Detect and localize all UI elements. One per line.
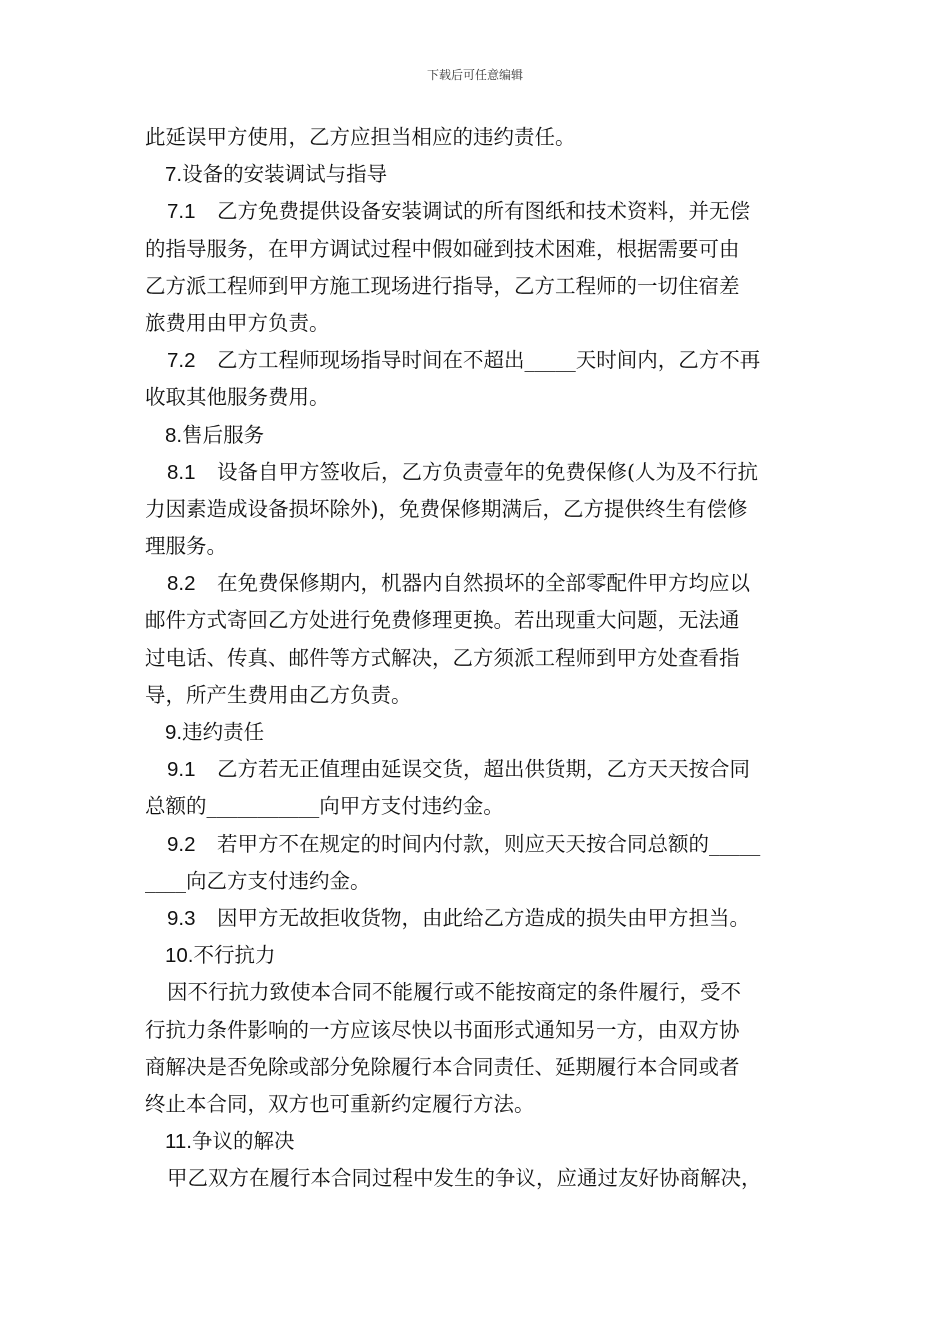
text-line [145, 1012, 815, 1049]
section-heading [145, 156, 815, 193]
text-line [145, 119, 815, 156]
text-line [145, 268, 815, 305]
section-title: 设备的安装调试与指导 [182, 162, 388, 187]
clause-text: 在免费保修期内，机器内自然损坏的全部零配件甲方均应以 [217, 571, 750, 596]
text-line [145, 305, 815, 342]
clause-number: 9.3 [167, 906, 196, 930]
line-text: 的指导服务，在甲方调试过程中假如碰到技术困难，根据需要可由 [145, 236, 740, 261]
line-text: 终止本合同，双方也可重新约定履行方法。 [145, 1091, 535, 1116]
paragraph-first-line [145, 974, 815, 1011]
line-text: 理服务。 [145, 534, 227, 559]
document-body [145, 119, 815, 1197]
section-title: 不行抗力 [193, 943, 276, 968]
text-line [145, 379, 815, 416]
clause-line [145, 565, 815, 602]
clause-number: 9.2 [167, 832, 196, 856]
text-line [145, 677, 815, 714]
text-line [145, 231, 815, 268]
text-line [145, 1086, 815, 1123]
clause-text: 若甲方不在规定的时间内付款，则应天天按合同总额的_____ [217, 831, 761, 856]
clause-line [145, 826, 815, 863]
text-line [145, 1049, 815, 1086]
page-header [0, 66, 950, 83]
clause-text: 设备自甲方签收后，乙方负责壹年的免费保修(人为及不行抗 [217, 459, 758, 484]
line-text: 力因素造成设备损坏除外)，免费保修期满后，乙方提供终生有偿修 [145, 496, 748, 521]
line-text: 导，所产生费用由乙方负责。 [145, 682, 412, 707]
clause-number: 9.1 [167, 758, 196, 782]
line-text: 此延误甲方使用，乙方应担当相应的违约责任。 [145, 125, 576, 149]
section-number: 8. [165, 423, 183, 447]
text-line [145, 863, 815, 900]
text-line [145, 491, 815, 528]
clause-line [145, 342, 815, 379]
line-text: 行抗力条件影响的一方应该尽快以书面形式通知另一方，由双方协 [145, 1017, 740, 1042]
clause-number: 8.2 [167, 572, 196, 596]
header-text: 下载后可任意编辑 [426, 68, 523, 82]
section-number: 10. [165, 944, 194, 968]
line-text: 总额的___________向甲方支付违约金。 [145, 794, 504, 819]
clause-text: 乙方若无正值理由延误交货，超出供货期，乙方天天按合同 [217, 757, 750, 782]
section-heading [145, 417, 815, 454]
section-title: 违约责任 [182, 720, 265, 744]
clause-number: 7.1 [167, 200, 196, 224]
line-text: 邮件方式寄回乙方处进行免费修理更换。若出现重大问题，无法通 [145, 608, 740, 633]
paragraph-text: 甲乙双方在履行本合同过程中发生的争议，应通过友好协商解决， [167, 1166, 762, 1191]
clause-line [145, 751, 815, 788]
line-text: 旅费用由甲方负责。 [145, 310, 330, 335]
line-text: 收取其他服务费用。 [145, 385, 330, 410]
section-title: 售后服务 [182, 422, 265, 447]
text-line [145, 602, 815, 639]
paragraph-first-line [145, 1160, 815, 1197]
section-heading [145, 937, 815, 974]
text-line [145, 528, 815, 565]
clause-number: 7.2 [167, 349, 196, 373]
section-number: 9. [165, 721, 183, 744]
line-text: ____向乙方支付违约金。 [145, 868, 371, 893]
clause-text: 乙方免费提供设备安装调试的所有图纸和技术资料，并无偿 [217, 199, 750, 224]
text-line [145, 788, 815, 825]
section-heading [145, 1123, 815, 1160]
line-text: 过电话、传真、邮件等方式解决，乙方须派工程师到甲方处查看指 [145, 645, 740, 670]
section-title: 争议的解决 [191, 1129, 295, 1154]
clause-number: 8.1 [167, 460, 196, 484]
clause-text: 乙方工程师现场指导时间在不超出_____天时间内，乙方不再 [217, 348, 761, 373]
clause-line [145, 454, 815, 491]
section-number: 11. [165, 1130, 192, 1154]
section-heading [145, 714, 815, 751]
section-number: 7. [165, 163, 183, 187]
line-text: 商解决是否免除或部分免除履行本合同责任、延期履行本合同或者 [145, 1054, 740, 1079]
text-line [145, 640, 815, 677]
line-text: 乙方派工程师到甲方施工现场进行指导，乙方工程师的一切住宿差 [145, 273, 740, 298]
clause-text: 因甲方无故拒收货物，由此给乙方造成的损失由甲方担当。 [217, 905, 750, 930]
clause-line [145, 900, 815, 937]
clause-line [145, 193, 815, 230]
paragraph-text: 因不行抗力致使本合同不能履行或不能按商定的条件履行，受不 [167, 980, 741, 1005]
